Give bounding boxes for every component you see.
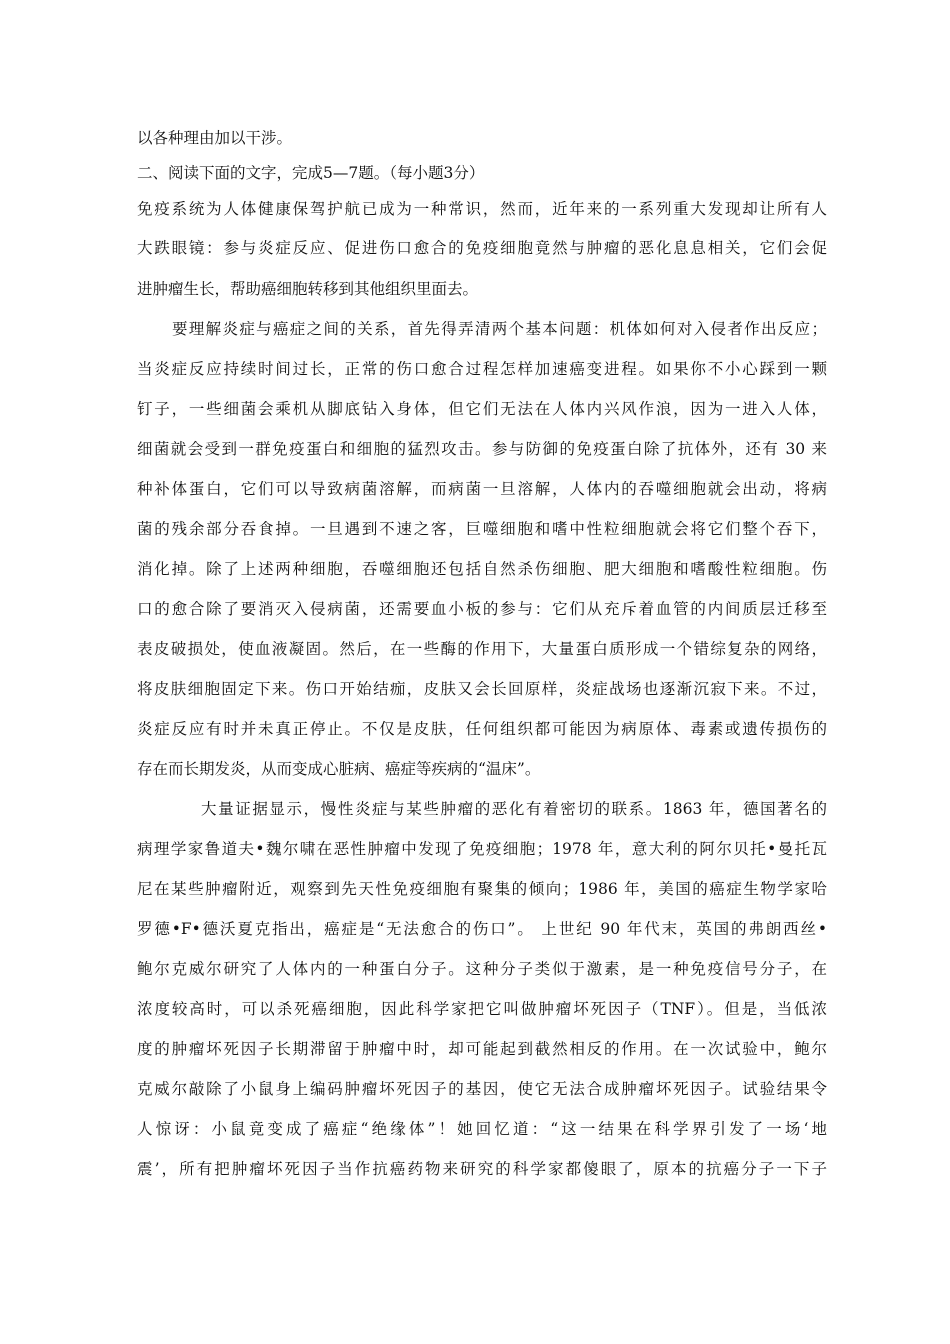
text-line-8: 钉子，一些细菌会乘机从脚底钻入身体，但它们无法在人体内兴风作浪，因为一进入人体， bbox=[137, 400, 827, 418]
text-line-27: 震’，所有把肿瘤坏死因子当作抗癌药物来研究的科学家都傻眼了，原本的抗癌分子一下子 bbox=[137, 1160, 827, 1178]
text-line-21: 罗德•F•德沃夏克指出，癌症是“无法愈合的伤口”。 上世纪 90 年代末，英国的弗朗西丝• bbox=[137, 920, 827, 938]
text-line-5: 进肿瘤生长，帮助癌细胞转移到其他组织里面去。 bbox=[137, 280, 479, 298]
text-line-18: 大量证据显示，慢性炎症与某些肿瘤的恶化有着密切的联系。1863 年，德国著名的 bbox=[201, 800, 827, 818]
text-line-20: 尼在某些肿瘤附近，观察到先天性免疫细胞有聚集的倾向；1986 年，美国的癌症生物学家哈 bbox=[137, 880, 827, 898]
text-line-9: 细菌就会受到一群免疫蛋白和细胞的猛烈攻击。参与防御的免疫蛋白除了抗体外，还有 30 来 bbox=[137, 440, 827, 458]
text-line-19: 病理学家鲁道夫•魏尔啸在恶性肿瘤中发现了免疫细胞；1978 年，意大利的阿尔贝托•曼托瓦 bbox=[137, 840, 827, 858]
text-line-4: 大跌眼镜：参与炎症反应、促进伤口愈合的免疫细胞竟然与肿瘤的恶化息息相关，它们会促 bbox=[137, 239, 827, 257]
question-heading: 二、阅读下面的文字，完成5—7题。（每小题3分） bbox=[137, 164, 485, 182]
text-line-11: 菌的残余部分吞食掉。一旦遇到不速之客，巨噬细胞和嗜中性粒细胞就会将它们整个吞下， bbox=[137, 520, 827, 538]
text-line-25: 克威尔敲除了小鼠身上编码肿瘤坏死因子的基因，使它无法合成肿瘤坏死因子。试验结果令 bbox=[137, 1080, 827, 1098]
text-line-26: 人惊讶：小鼠竟变成了癌症“绝缘体”！她回忆道：“这一结果在科学界引发了一场‘地 bbox=[137, 1120, 827, 1138]
text-line-10: 种补体蛋白，它们可以导致病菌溶解，而病菌一旦溶解，人体内的吞噬细胞就会出动，将病 bbox=[137, 480, 827, 498]
text-line-3: 免疫系统为人体健康保驾护航已成为一种常识，然而，近年来的一系列重大发现却让所有人 bbox=[137, 200, 827, 218]
text-line-14: 表皮破损处，使血液凝固。然后，在一些酶的作用下，大量蛋白质形成一个错综复杂的网络， bbox=[137, 640, 827, 658]
text-line-17: 存在而长期发炎，从而变成心脏病、癌症等疾病的“温床”。 bbox=[137, 760, 541, 778]
text-line-7: 当炎症反应持续时间过长，正常的伤口愈合过程怎样加速癌变进程。如果你不小心踩到一颗 bbox=[137, 360, 827, 378]
text-line-12: 消化掉。除了上述两种细胞，吞噬细胞还包括自然杀伤细胞、肥大细胞和嗜酸性粒细胞。伤 bbox=[137, 560, 827, 578]
text-line-24: 度的肿瘤坏死因子长期滞留于肿瘤中时，却可能起到截然相反的作用。在一次试验中，鲍尔 bbox=[137, 1040, 827, 1058]
text-line-13: 口的愈合除了要消灭入侵病菌，还需要血小板的参与：它们从充斥着血管的内间质层迁移至 bbox=[137, 600, 827, 618]
text-line-22: 鲍尔克威尔研究了人体内的一种蛋白分子。这种分子类似于激素，是一种免疫信号分子，在 bbox=[137, 960, 827, 978]
text-line-23: 浓度较高时，可以杀死癌细胞，因此科学家把它叫做肿瘤坏死因子（TNF）。但是，当低浓 bbox=[137, 1000, 827, 1018]
text-line-6: 要理解炎症与癌症之间的关系，首先得弄清两个基本问题：机体如何对入侵者作出反应； bbox=[172, 320, 827, 338]
text-line-15: 将皮肤细胞固定下来。伤口开始结痂，皮肤又会长回原样，炎症战场也逐渐沉寂下来。不过， bbox=[137, 680, 827, 698]
text-line-16: 炎症反应有时并未真正停止。不仅是皮肤，任何组织都可能因为病原体、毒素或遗传损伤的 bbox=[137, 720, 827, 738]
text-line-1: 以各种理由加以干涉。 bbox=[137, 129, 293, 147]
